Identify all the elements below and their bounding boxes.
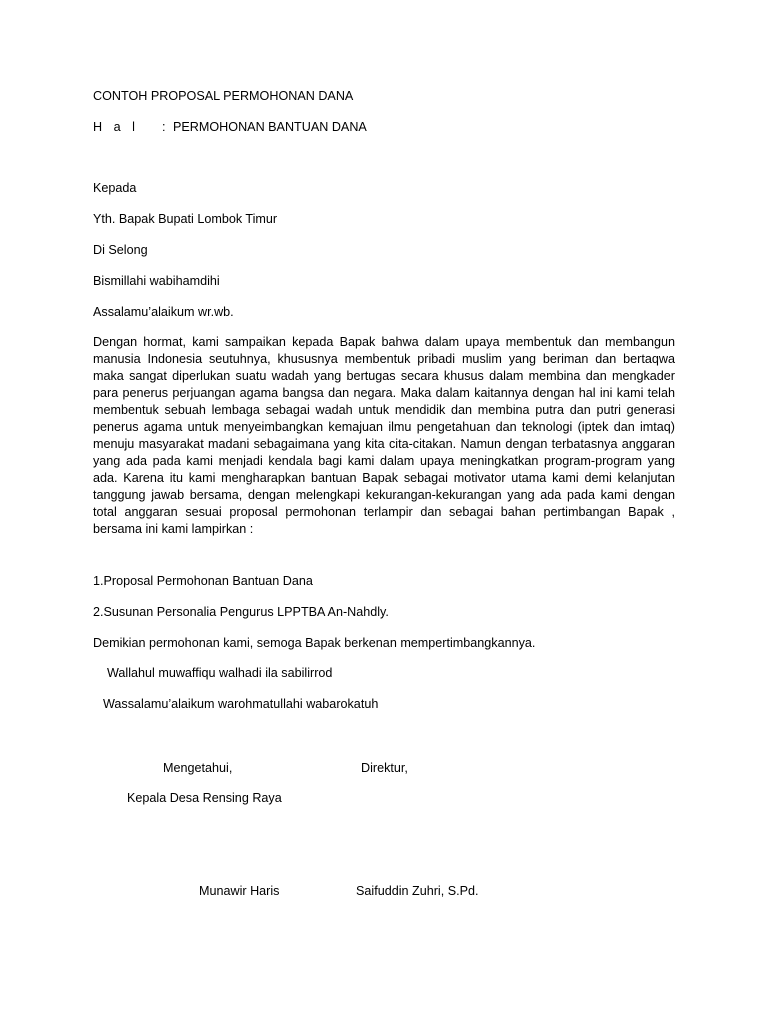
attachment-item-1: 1.Proposal Permohonan Bantuan Dana: [93, 574, 313, 588]
subject-colon: :: [162, 120, 166, 134]
attachment-item-2: 2.Susunan Personalia Pengurus LPPTBA An-Nahdly.: [93, 605, 389, 619]
closing-statement: Demikian permohonan kami, semoga Bapak berkenan mempertimbangkannya.: [93, 636, 536, 650]
signature-right-name: Saifuddin Zuhri, S.Pd.: [356, 884, 479, 898]
opening-phrase: Bismillahi wabihamdihi: [93, 274, 220, 288]
recipient-to-label: Kepada: [93, 181, 137, 195]
signature-left-role: Kepala Desa Rensing Raya: [127, 791, 282, 805]
recipient-name: Yth. Bapak Bupati Lombok Timur: [93, 212, 278, 226]
closing-greeting: Wassalamu’alaikum warohmatullahi wabarokatuh: [103, 697, 379, 711]
signature-left-header: Mengetahui,: [163, 761, 233, 775]
subject-label: H a l: [93, 120, 139, 134]
letter-body: Dengan hormat, kami sampaikan kepada Bapak bahwa dalam upaya membentuk dan membangun manusia Indonesia seutuhnya, khususnya membentuk pribadi muslim yang beriman dan bertaqwa maka sangat diperlukan suatu wadah yang bertugas secara khusus dalam membina dan mengkader para penerus perjuangan agama bangsa dan negara. Maka dalam kaitannya dengan hal ini kami telah membentuk sebuah lembaga sebagai wadah untuk mendidik dan membina putra dan putri generasi penerus agama untuk menyeimbangkan kemajuan ilmu pengetahuan dan teknologi (iptek dan imtaq) menuju masyarakat madani sebagaimana yang kita cita-citakan. Namun dengan terbatasnya anggaran yang ada pada kami menjadi kendala bagi kami dalam upaya meningkatkan program-program yang ada. Karena itu kami mengharapkan bantuan Bapak sebagai motivator utama kami demi kelanjutan tanggung jawab bersama, dengan melengkapi kekurangan-kekurangan yang ada pada kami dengan total anggaran sesuai proposal permohonan terlampir dan sebagai bahan pertimbangan Bapak , bersama ini kami lampirkan :: [93, 335, 675, 536]
signature-right-header: Direktur,: [361, 761, 408, 775]
recipient-place: Di Selong: [93, 243, 148, 257]
subject-value: PERMOHONAN BANTUAN DANA: [173, 120, 367, 134]
document-title: CONTOH PROPOSAL PERMOHONAN DANA: [93, 89, 354, 103]
closing-prayer: Wallahul muwaffiqu walhadi ila sabilirrod: [107, 666, 333, 680]
greeting: Assalamu’alaikum wr.wb.: [93, 305, 234, 319]
signature-left-name: Munawir Haris: [199, 884, 280, 898]
